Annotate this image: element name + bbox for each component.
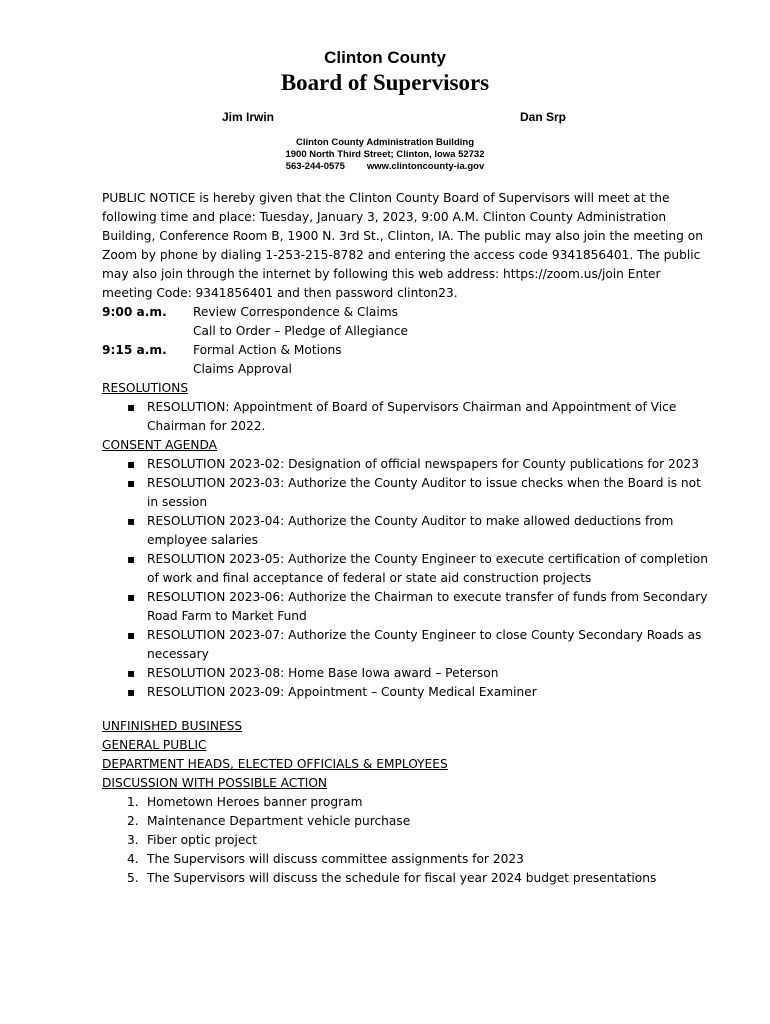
consent-agenda-heading: CONSENT AGENDA <box>102 438 217 452</box>
list-item: ▪ RESOLUTION 2023-07: Authorize the County Engineer to close County Secondary Roads as necessary <box>127 626 712 664</box>
schedule-row <box>102 341 712 379</box>
item-text: The Supervisors will discuss committee assignments for 2023 <box>147 852 524 866</box>
schedule-time: 9:00 a.m. <box>102 305 167 319</box>
discussion-heading: DISCUSSION WITH POSSIBLE ACTION <box>102 776 328 790</box>
phone-number: 563-244-0575 <box>285 161 345 172</box>
item-number: 2. <box>127 814 139 828</box>
list-item <box>127 869 712 888</box>
public-notice: PUBLIC NOTICE is hereby given that the Clinton County Board of Supervisors will meet at the following time and place: Tuesday, January 3, 2023, 9:00 A.M. Clinton County Administration Building, Conference Room B, 1900 N. 3rd St., Clinton, IA. The public may also join the meeting on Zoom by phone by dialing 1-253-215-8782 and entering the access code 9341856401. The public may also join through the internet by following this web address: https://zoom.us/join Enter meeting Code: 9341856401 and then password clinton23. <box>102 191 703 300</box>
list-item: ▪ RESOLUTION 2023-03: Authorize the County Auditor to issue checks when the Board is not in session <box>127 474 712 512</box>
board-title: Board of Supervisors <box>280 70 490 95</box>
item-text: Fiber optic project <box>147 833 257 847</box>
county-title: Clinton County <box>324 48 446 67</box>
website: www.clintoncounty-ia.gov <box>366 161 485 172</box>
list-item <box>127 812 712 831</box>
schedule-items <box>193 303 712 341</box>
general-public-heading: GENERAL PUBLIC <box>102 738 207 752</box>
document-header <box>0 48 770 96</box>
address-line-1: Clinton County Administration Building <box>295 137 474 148</box>
consent-agenda-list <box>102 455 712 702</box>
schedule-item: Review Correspondence & Claims <box>193 305 399 319</box>
schedule-item: Claims Approval <box>193 362 292 376</box>
list-item <box>127 850 712 869</box>
item-number: 3. <box>127 833 139 847</box>
list-item <box>127 793 712 812</box>
schedule-item: Call to Order – Pledge of Allegiance <box>193 324 409 338</box>
list-item: ▪ RESOLUTION 2023-02: Designation of official newspapers for County publications for 2023 <box>127 455 712 474</box>
address-line-2: 1900 North Third Street; Clinton, Iowa 52732 <box>285 149 485 160</box>
list-item <box>127 831 712 850</box>
schedule-item: Formal Action & Motions <box>193 343 342 357</box>
address-block <box>0 137 770 173</box>
schedule-row <box>102 303 712 341</box>
list-item: ▪ RESOLUTION 2023-08: Home Base Iowa award – Peterson <box>127 664 712 683</box>
schedule-items <box>193 341 712 379</box>
item-number: 1. <box>127 795 139 809</box>
item-text: Maintenance Department vehicle purchase <box>147 814 411 828</box>
supervisor-name-right: Dan Srp <box>520 110 567 124</box>
department-heads-heading: DEPARTMENT HEADS, ELECTED OFFICIALS & EMPLOYEES <box>102 757 448 771</box>
resolutions-list <box>102 398 712 436</box>
schedule-time: 9:15 a.m. <box>102 343 167 357</box>
item-number: 4. <box>127 852 139 866</box>
unfinished-business-heading: UNFINISHED BUSINESS <box>102 719 243 733</box>
resolutions-heading: RESOLUTIONS <box>102 381 189 395</box>
list-item: ▪ RESOLUTION 2023-05: Authorize the County Engineer to execute certification of completion of work and final acceptance of federal or state aid construction projects <box>127 550 712 588</box>
discussion-list <box>102 793 712 888</box>
list-item: ▪ RESOLUTION: Appointment of Board of Supervisors Chairman and Appointment of Vice Chairman for 2022. <box>127 398 712 436</box>
list-item: ▪ RESOLUTION 2023-06: Authorize the Chairman to execute transfer of funds from Secondary Road Farm to Market Fund <box>127 588 712 626</box>
list-item: ▪ RESOLUTION 2023-09: Appointment – County Medical Examiner <box>127 683 712 702</box>
spacer <box>102 702 712 717</box>
item-text: Hometown Heroes banner program <box>147 795 363 809</box>
item-number: 5. <box>127 871 139 885</box>
list-item: ▪ RESOLUTION 2023-04: Authorize the County Auditor to make allowed deductions from employee salaries <box>127 512 712 550</box>
item-text: The Supervisors will discuss the schedule for fiscal year 2024 budget presentations <box>147 871 657 885</box>
agenda-body <box>102 189 712 888</box>
supervisor-name-left: Jim Irwin <box>222 110 275 124</box>
contact-line <box>0 161 770 173</box>
